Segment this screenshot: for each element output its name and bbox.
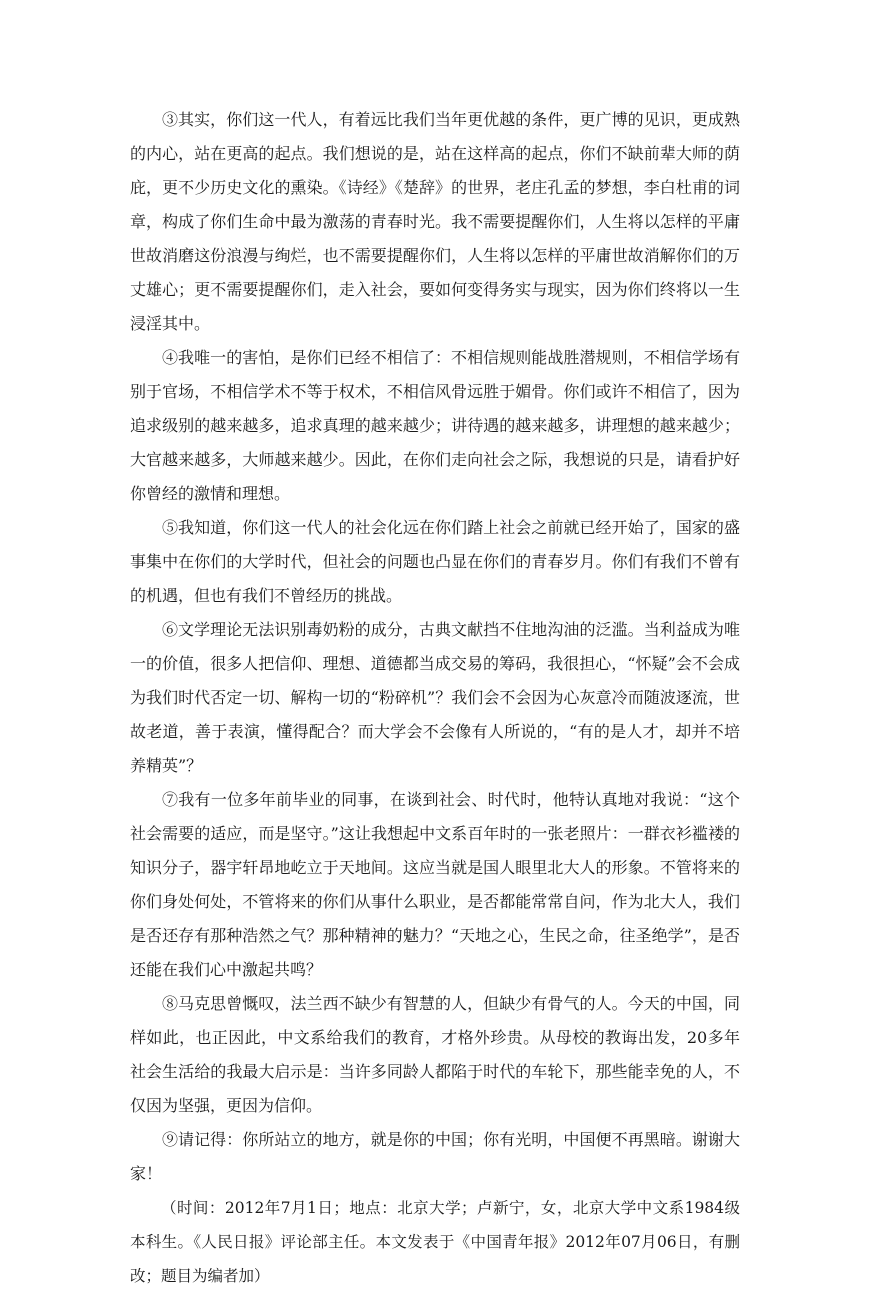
paragraph-8: ⑧马克思曾慨叹，法兰西不缺少有智慧的人，但缺少有骨气的人。今天的中国，同样如此，也正因此，中文系给我们的教育，才格外珍贵。从母校的教诲出发，20多年社会生活给的我最大启示是：当许多同龄人都陷于时代的车轮下，那些能幸免的人，不仅因为坚强，更因为信仰。 [130,994,740,1115]
paragraph-6: ⑥文学理论无法识别毒奶粉的成分，古典文献挡不住地沟油的泛滥。当利益成为唯一的价值，很多人把信仰、理想、道德都当成交易的筹码，我很担心，“怀疑”会不会成为我们时代否定一切、解构一切的“粉碎机”？我们会不会因为心灰意冷而随波逐流，世故老道，善于表演，懂得配合？而大学会不会像有人所说的，“有的是人才，却并不培养精英”？ [130,620,740,775]
paragraph-5: ⑤我知道，你们这一代人的社会化远在你们踏上社会之前就已经开始了，国家的盛事集中在你们的大学时代，但社会的问题也凸显在你们的青春岁月。你们有我们不曾有的机遇，但也有我们不曾经历的挑战。 [130,518,740,605]
paragraph-7: ⑦我有一位多年前毕业的同事，在谈到社会、时代时，他特认真地对我说：“这个社会需要的适应，而是坚守。”这让我想起中文系百年时的一张老照片：一群衣衫褴褛的知识分子，器宇轩昂地屹立于天地间。这应当就是国人眼里北大人的形象。不管将来的你们身处何处，不管将来的你们从事什么职业，是否都能常常自问，作为北大人，我们是否还存有那种浩然之气？那种精神的魅力？“天地之心，生民之命，往圣绝学”，是否还能在我们心中激起共鸣？ [130,790,740,979]
paragraph-3: ③其实，你们这一代人，有着远比我们当年更优越的条件，更广博的见识，更成熟的内心，站在更高的起点。我们想说的是，站在这样高的起点，你们不缺前辈大师的荫庇，更不少历史文化的熏染。《诗经》《楚辞》的世界，老庄孔孟的梦想，李白杜甫的词章，构成了你们生命中最为激荡的青春时光。我不需要提醒你们，人生将以怎样的平庸世故消磨这份浪漫与绚烂，也不需要提醒你们，人生将以怎样的平庸世故消解你们的万丈雄心；更不需要提醒你们，走入社会，要如何变得务实与现实，因为你们终将以一生浸淫其中。 [130,110,740,333]
source-note: （时间：2012年7月1日；地点：北京大学；卢新宁，女，北京大学中文系1984级本科生。《人民日报》评论部主任。本文发表于《中国青年报》2012年07月06日，有删改；题目为编者加） [130,1199,740,1285]
paragraph-4: ④我唯一的害怕，是你们已经不相信了：不相信规则能战胜潜规则，不相信学场有别于官场，不相信学术不等于权术，不相信风骨远胜于媚骨。你们或许不相信了，因为追求级别的越来越多，追求真理的越来越少；讲待遇的越来越多，讲理想的越来越少；大官越来越多，大师越来越少。因此，在你们走向社会之际，我想说的只是，请看护好你曾经的激情和理想。 [130,348,740,503]
paragraph-9: ⑨请记得：你所站立的地方，就是你的中国；你有光明，中国便不再黑暗。谢谢大家！ [130,1130,740,1183]
article-body [130,103,740,1293]
